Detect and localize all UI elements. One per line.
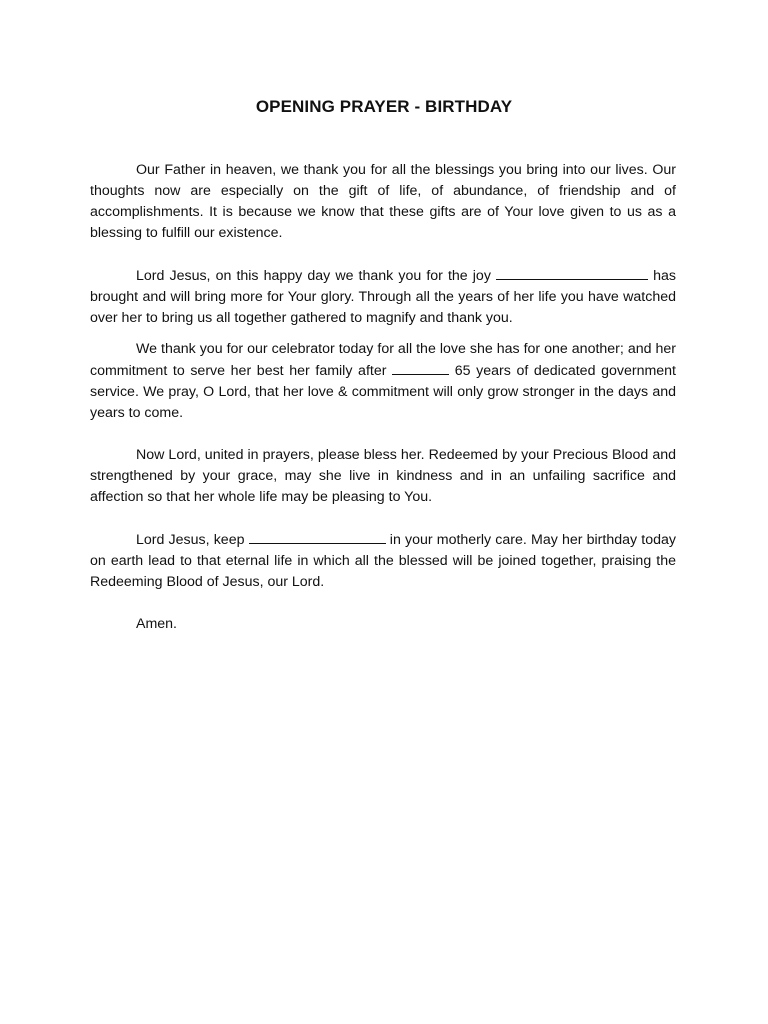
name-blank-1 (496, 265, 648, 280)
paragraph-1-text: Our Father in heaven, we thank you for all the blessings you bring into our lives. Our thoughts now are especially on the gift of life, of abundance, of friendship and of accomplishments. It is because we know that these gifts are of Your love given to us as a blessing to fulfill our existence. (90, 162, 676, 241)
paragraph-2-text-b: has brought and will bring more for Your glory. Through all the years of her life you have watched over her to bring us all together gathered to magnify and thank you. (90, 268, 676, 326)
blank-2 (392, 360, 449, 375)
amen-text: Amen. (136, 616, 178, 632)
paragraph-3-text-b: 65 years of dedicated government service. We pray, O Lord, that her love & commitment will only grow stronger in the days and years to come. (90, 363, 677, 421)
document-title: OPENING PRAYER - BIRTHDAY (255, 97, 513, 116)
paragraph-2 (90, 265, 676, 329)
paragraph-2-text-a: Lord Jesus, on this happy day we thank you for the joy (136, 268, 491, 284)
paragraph-4 (90, 445, 676, 508)
paragraph-5-text-a: Lord Jesus, keep (136, 532, 245, 548)
paragraph-3 (90, 339, 676, 424)
paragraph-4-text: Now Lord, united in prayers, please bless her. Redeemed by your Precious Blood and strengthened by your grace, may she live in kindness and in an unfailing sacrifice and affection so that her whole life may be pleasing to You. (90, 447, 676, 505)
paragraph-5 (90, 529, 676, 593)
prayer-body (90, 160, 676, 656)
paragraph-3-text-a: We thank you for our celebrator today for all the love she has for one another; and her commitment to serve her best her family after (90, 341, 676, 379)
name-blank-3 (249, 529, 386, 544)
paragraph-6 (90, 614, 676, 635)
paragraph-5-text-b: in your motherly care. May her birthday today on earth lead to that eternal life in which all the blessed will be joined together, praising the Redeeming Blood of Jesus, our Lord. (90, 532, 676, 590)
paragraph-1 (90, 160, 676, 244)
